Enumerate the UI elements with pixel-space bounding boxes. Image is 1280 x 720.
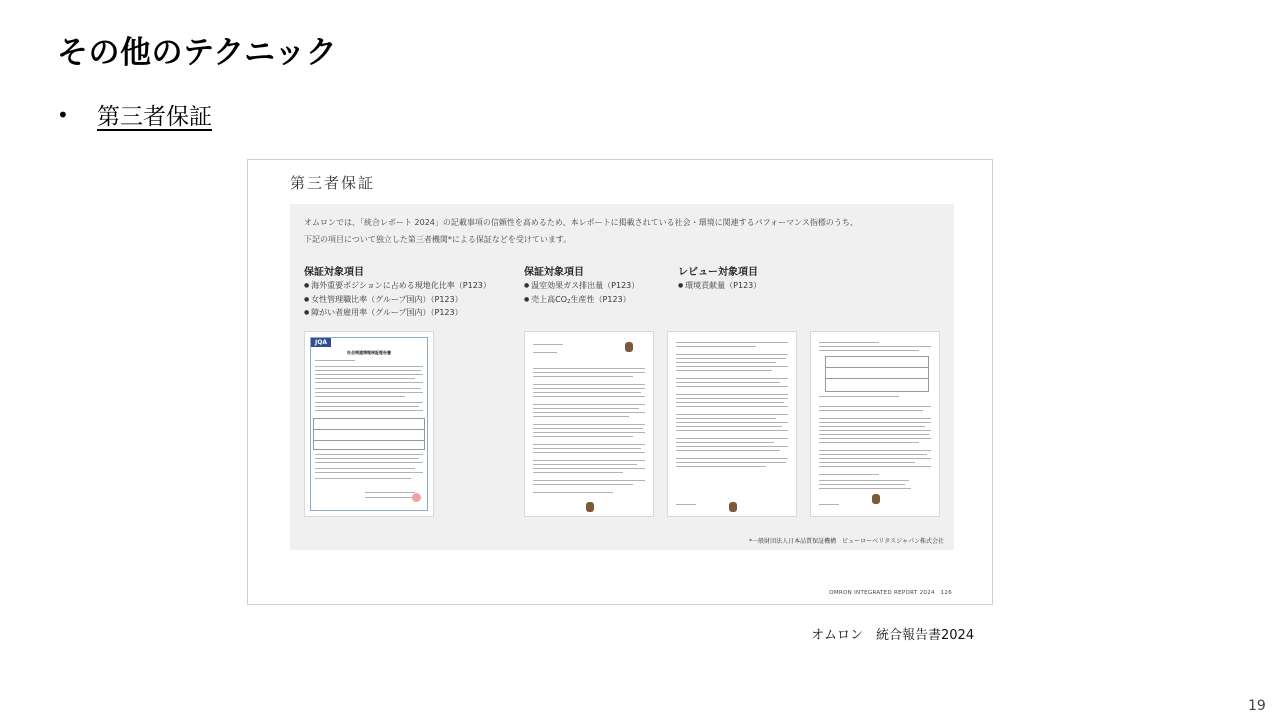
intro-line-1: オムロンでは、「統合レポート 2024」の記載事項の信頼性を高めるため、本レポートに掲載されている社会・環境に関連するパフォーマンス指標のうち、	[304, 218, 858, 227]
text-line	[676, 402, 784, 403]
text-line	[365, 497, 415, 498]
text-line	[533, 352, 557, 353]
text-line	[533, 384, 645, 385]
text-line	[315, 360, 355, 361]
list-item: ● 環境貢献量（P123）	[678, 279, 761, 293]
text-line	[676, 382, 780, 383]
text-line	[533, 444, 645, 445]
text-line	[676, 446, 788, 447]
intro-line-2: 下記の項目について独立した第三者機関*による保証などを受けています。	[304, 235, 572, 244]
text-line	[533, 372, 645, 373]
text-line	[315, 402, 423, 403]
seal-stamp-icon	[412, 493, 421, 502]
text-line	[365, 492, 415, 493]
text-line	[819, 342, 879, 343]
page-number: 19	[1248, 698, 1266, 714]
text-line	[533, 452, 645, 453]
assurance-statement-thumbnail-2	[667, 331, 797, 517]
text-line	[676, 358, 786, 359]
text-line	[676, 378, 788, 379]
text-line	[676, 346, 756, 347]
report-footer: OMRON INTEGRATED REPORT 2024 126	[829, 590, 952, 596]
text-line	[533, 396, 645, 397]
text-line	[676, 366, 788, 367]
text-line	[819, 410, 923, 411]
column-3-heading: レビュー対象項目	[678, 267, 758, 278]
text-line	[533, 484, 633, 485]
text-line	[315, 366, 423, 367]
text-line	[676, 442, 774, 443]
list-item: ● 障がい者雇用率（グループ国内）（P123）	[304, 306, 491, 320]
text-line	[533, 416, 629, 417]
text-line	[533, 388, 645, 389]
text-line	[533, 404, 645, 405]
text-line	[819, 426, 925, 427]
text-line	[533, 448, 641, 449]
text-line	[533, 432, 645, 433]
text-line	[533, 368, 645, 369]
bullet-dot: •	[57, 102, 69, 127]
text-line	[676, 418, 776, 419]
text-line	[315, 462, 423, 463]
report-page-screenshot	[247, 159, 993, 605]
text-line	[819, 434, 929, 435]
column-1-heading: 保証対象項目	[304, 267, 364, 278]
doc-title: 社会関連情報検証報告書	[347, 350, 391, 355]
text-line	[533, 460, 645, 461]
text-line	[533, 376, 633, 377]
report-heading: 第三者保証	[290, 174, 376, 192]
text-line	[533, 492, 613, 493]
list-item: ● 温室効果ガス排出量（P123）	[524, 279, 639, 293]
bullet-item	[57, 98, 212, 131]
text-line	[533, 464, 637, 465]
column-2-heading: 保証対象項目	[524, 267, 584, 278]
text-line	[533, 412, 645, 413]
text-line	[819, 454, 927, 455]
column-1-list	[304, 279, 491, 320]
text-line	[819, 480, 909, 481]
text-line	[676, 398, 788, 399]
text-line	[315, 392, 423, 393]
bureau-veritas-seal-icon	[586, 502, 594, 512]
text-line	[315, 378, 415, 379]
text-line	[819, 406, 931, 407]
slide-title: その他のテクニック	[57, 35, 338, 71]
text-line	[819, 484, 905, 485]
text-line	[315, 454, 423, 455]
text-line	[819, 450, 931, 451]
text-line	[533, 468, 645, 469]
column-2-list	[524, 279, 639, 309]
text-line	[819, 488, 911, 489]
list-item: ● 海外重要ポジションに占める現地化比率（P123）	[304, 279, 491, 293]
text-line	[533, 480, 645, 481]
text-line	[676, 438, 788, 439]
bureau-veritas-seal-icon	[872, 494, 880, 504]
list-item	[524, 293, 639, 310]
text-line	[819, 458, 931, 459]
text-line	[819, 346, 931, 347]
text-line	[676, 466, 766, 467]
text-line	[819, 438, 931, 439]
text-line	[819, 430, 931, 431]
text-line	[676, 370, 772, 371]
text-line	[533, 472, 623, 473]
text-line	[315, 374, 423, 375]
text-line	[676, 458, 788, 459]
bureau-veritas-seal-icon	[625, 342, 633, 352]
text-line	[819, 466, 931, 467]
text-line	[676, 426, 782, 427]
text-line	[676, 430, 788, 431]
text-line	[676, 362, 776, 363]
text-line	[315, 370, 421, 371]
text-line	[676, 450, 780, 451]
text-line	[676, 414, 788, 415]
text-line	[315, 396, 405, 397]
intro-text	[304, 214, 944, 248]
text-line	[315, 478, 411, 479]
assurance-statement-thumbnail-3	[810, 331, 940, 517]
text-line	[533, 424, 645, 425]
list-item: ● 女性管理職比率（グループ国内）（P123）	[304, 293, 491, 307]
text-line	[819, 350, 919, 351]
text-line	[676, 394, 788, 395]
text-line	[315, 458, 419, 459]
text-line	[819, 504, 839, 505]
text-line	[819, 442, 919, 443]
text-line	[819, 396, 899, 397]
bureau-veritas-seal-icon	[729, 502, 737, 512]
text-line	[315, 410, 423, 411]
text-line	[533, 408, 639, 409]
text-line	[533, 428, 643, 429]
text-line	[676, 386, 788, 387]
text-line	[676, 462, 786, 463]
third-party-footnote: *一般財団法人日本品質保証機構 ビューローベリタスジャパン株式会社	[749, 538, 944, 545]
co2-subscript: 2	[567, 298, 571, 305]
text-line	[533, 344, 563, 345]
co2-prefix: 売上高CO	[531, 294, 568, 304]
text-line	[676, 406, 788, 407]
co2-suffix: 生産性（P123）	[570, 294, 631, 304]
text-line	[819, 462, 915, 463]
column-3-list	[678, 279, 761, 293]
source-caption: オムロン 統合報告書2024	[811, 628, 975, 643]
data-table	[313, 418, 425, 450]
data-table	[825, 356, 929, 392]
text-line	[676, 354, 788, 355]
text-line	[533, 436, 633, 437]
text-line	[676, 422, 788, 423]
assurance-statement-thumbnail-1	[524, 331, 654, 517]
text-line	[315, 468, 415, 469]
jqa-report-thumbnail	[304, 331, 434, 517]
text-line	[676, 504, 696, 505]
text-line	[819, 422, 931, 423]
jqa-logo: JQA	[311, 338, 331, 347]
text-line	[315, 388, 421, 389]
text-line	[533, 392, 641, 393]
text-line	[315, 472, 423, 473]
text-line	[819, 418, 931, 419]
assurance-panel	[290, 204, 954, 550]
text-line	[315, 382, 423, 383]
text-line	[315, 406, 419, 407]
text-line	[676, 342, 788, 343]
text-line	[819, 474, 879, 475]
bullet-text: 第三者保証	[97, 104, 212, 130]
